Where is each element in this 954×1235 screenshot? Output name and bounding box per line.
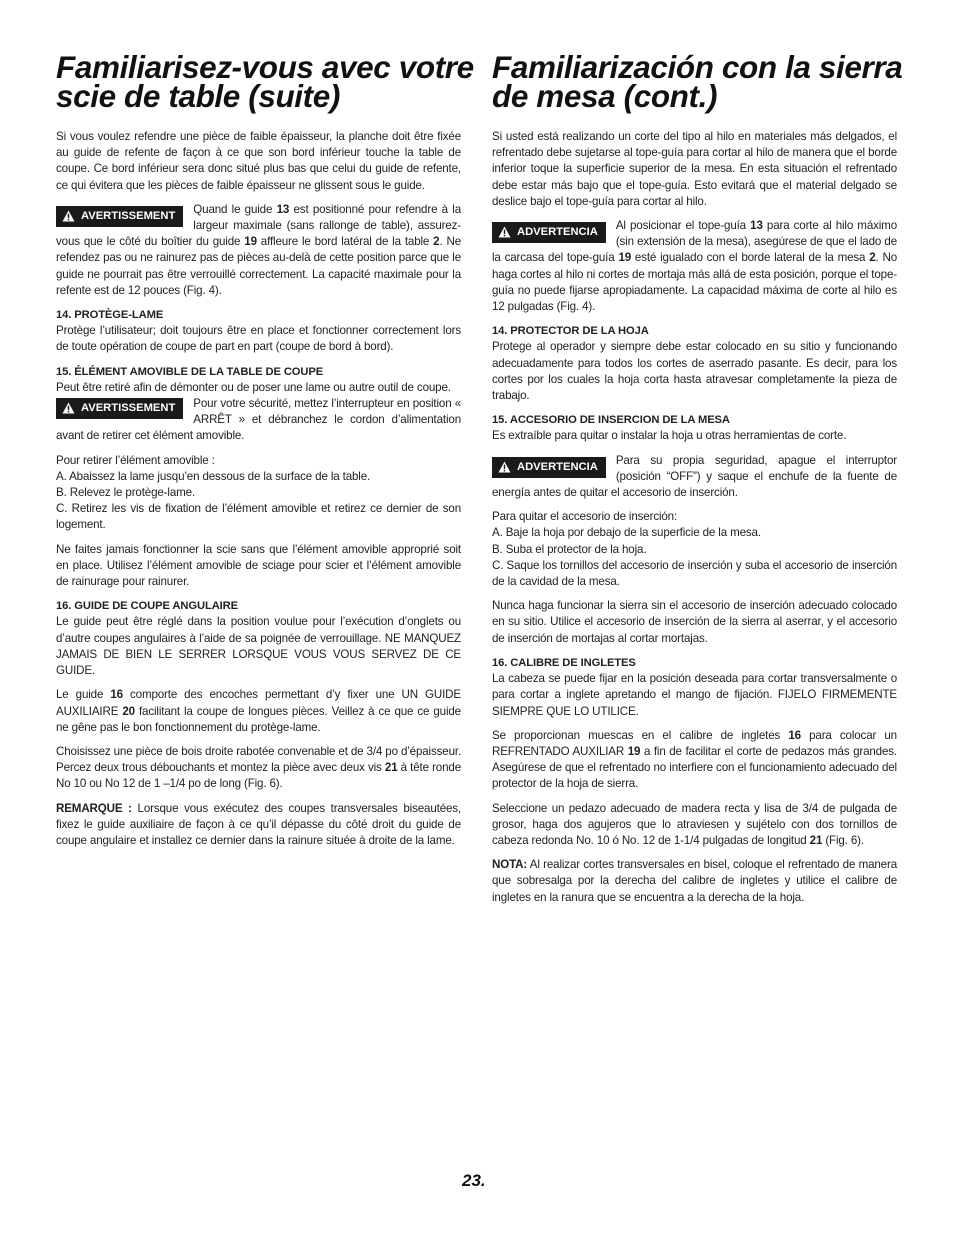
ref-number: 16 — [788, 728, 801, 742]
warning-label: AVERTISSEMENT — [81, 402, 176, 415]
ref-number: 19 — [618, 251, 632, 265]
spanish-body — [492, 129, 897, 914]
text-run: Le guide — [56, 688, 111, 702]
warning-badge — [492, 222, 606, 243]
ref-number: 21 — [809, 833, 823, 847]
warning-text: . Ne refendez pas ou ne rainurez pas de pièces au-delà de cette position parce que le guide ne pourrait pas être verrouillé correctement. La capacité maximale pour la refente est de 12 pouces (Fig. 4). — [56, 235, 461, 297]
warning-block — [56, 202, 461, 299]
section-16-paragraph-2 — [492, 728, 897, 793]
warning-text: para corte al hilo máximo (sin extensión de la mesa), asegúrese de que el lado de la carcasa del tope-guía — [492, 219, 897, 265]
list-item: C. Retirez les vis de fixation de l’élément amovible et retirez ce dernier de son logement. — [56, 502, 461, 532]
never-paragraph: Nunca haga funcionar la sierra sin el accesorio de inserción adecuado colocado en su sitio. Utilice el accesorio de inserción de la sierra al aserrar, y el accesorio de inserción de mortajas al cortar mortajas. — [492, 599, 897, 645]
section-14-text: Protege al operador y siempre debe estar colocado en su sitio y funcionando adecuadamente para todos los cortes de aserrado pasante. Es decir, para los cortes por los cuales la hoja corta hasta atravesar completamente la pieza de trabajo. — [492, 340, 897, 403]
remove-intro: Para quitar el accesorio de inserción: — [492, 510, 678, 524]
note-label: REMARQUE : — [56, 801, 132, 815]
warning-triangle-icon — [62, 402, 75, 414]
text-run: para colocar un REFRENTADO AUXILIAR — [492, 728, 897, 758]
section-16-text: La cabeza se puede fijar en la posición deseada para cortar transversalmente o para cortar a inglete apretando el mango de fijación. FIJELO FIRMEMENTE SIEMPRE QUE LO UTILICE. — [492, 672, 897, 718]
list-item: A. Baje la hoja por debajo de la superficie de la mesa. — [492, 526, 761, 540]
ref-number: 13 — [750, 219, 763, 233]
list-item: C. Saque los tornillos del accesorio de inserción y suba el accesorio de inserción de la cavidad de la mesa. — [492, 558, 897, 589]
section-heading-15: 15. ÉLÉMENT AMOVIBLE DE LA TABLE DE COUPE — [56, 365, 324, 378]
warning-text: affleure le bord latéral de la table — [256, 235, 434, 249]
warning-label: AVERTISSEMENT — [81, 209, 176, 222]
text-run: Se proporcionan muescas en el calibre de ingletes — [492, 728, 789, 742]
warning-text: . No haga cortes al hilo ni cortes de mortaja más allá de esta posición, porque el tope-guía no puede fijarse apropiadamente. La capacidad máxima de corte al hilo es 12 pulgadas (Fig. 4). — [492, 251, 897, 314]
text-run: à tête ronde No 10 ou No 12 de 1 –1/4 po de long (Fig. 6). — [56, 761, 462, 791]
ref-number: 2 — [433, 235, 440, 249]
ref-number: 19 — [244, 235, 257, 249]
section-heading-15: 15. ACCESORIO DE INSERCION DE LA MESA — [492, 414, 730, 427]
text-run: facilitant la coupe de longues pièces. Veillez à ce que ce guide ne gêne pas le bon fonctionnement du protège-lame. — [56, 704, 461, 734]
list-item: B. Suba el protector de la hoja. — [492, 542, 647, 556]
ref-number: 19 — [627, 744, 641, 758]
section-16-text: Le guide peut être réglé dans la position voulue pour l’exécution d’onglets ou d’autre coupes angulaires à l’aide de sa poignée de verrouillage. NE MANQUEZ JAMAIS DE BIEN LE SERRER LORSQUE VOUS VOUS SERVEZ DE CE GUIDE. — [56, 615, 461, 678]
section-14-text: Protège l’utilisateur; doit toujours être en place et fonctionner correctement lors de toute opération de coupe de part en part (coupe de bord à bord). — [56, 324, 461, 354]
section-heading-16: 16. GUIDE DE COUPE ANGULAIRE — [56, 600, 239, 613]
remove-intro: Pour retirer l’élément amovible : — [56, 453, 215, 467]
section-heading-14: 14. PROTECTOR DE LA HOJA — [492, 325, 649, 338]
list-item: A. Abaissez la lame jusqu’en dessous de la surface de la table. — [56, 469, 371, 483]
warning-triangle-icon — [62, 210, 75, 222]
warning-text: Pour votre sécurité, mettez l’interrupteur en position « ARRÊT » et débranchez le cordon d’alimentation avant de retirer cet élément amovible. — [56, 397, 461, 443]
text-run: a fin de facilitar el corte de pedazos más grandes. Asegúrese de que el refrentado no interfiere con el funcionamiento adecuado del protector de la hoja de sierra. — [492, 744, 897, 791]
warning-block — [492, 218, 897, 315]
ref-number: 2 — [869, 251, 876, 265]
ref-number: 13 — [276, 202, 290, 216]
page-number: 23. — [462, 1171, 486, 1190]
french-title: Familiarisez-vous avec votre scie de table (suite) — [56, 49, 474, 114]
warning-block — [56, 396, 461, 445]
text-run: comporte des encoches permettant d’y fixer une UN GUIDE AUXILIAIRE — [56, 688, 461, 718]
warning-block — [492, 453, 897, 502]
warning-triangle-icon — [498, 461, 511, 473]
warning-badge — [56, 398, 183, 419]
spanish-title: Familiarización con la sierra de mesa (cont.) — [492, 49, 903, 114]
section-15-text: Es extraíble para quitar o instalar la hoja u otras herramientas de corte. — [492, 429, 847, 443]
section-heading-16: 16. CALIBRE DE INGLETES — [492, 656, 636, 669]
intro-paragraph: Si vous voulez refendre une pièce de faible épaisseur, la planche doit être fixée au guide de refente de façon à ce que son bord inférieur touche la table de coupe. Ce bord inférieur sera donc situé plus bas que celui du guide de refente, ce qui évitera que les pièces de faible épaisseur ne glissent sous le guide. — [56, 130, 461, 192]
note-label: NOTA: — [492, 858, 528, 872]
warning-badge — [56, 206, 183, 227]
ref-number: 16 — [110, 688, 123, 702]
note-paragraph — [56, 801, 461, 850]
warning-text: esté igualado con el borde lateral de la mesa — [631, 251, 870, 265]
warning-text: est positionné pour refendre à la largeur maximale (sans rallonge de table), assurez-vous que le côté du boîtier du guide — [56, 202, 461, 249]
warning-label: ADVERTENCIA — [517, 460, 598, 473]
text-run: Choisissez une pièce de bois droite rabotée convenable et de 3/4 po d’épaisseur. Percez deux trous débouchants et montez la pièce avec deux vis — [56, 744, 462, 775]
warning-text: Al posicionar el tope-guía — [615, 219, 751, 233]
warning-text: Quand le guide — [193, 202, 277, 216]
note-paragraph — [492, 857, 897, 906]
ref-number: 20 — [122, 704, 135, 718]
warning-triangle-icon — [498, 226, 511, 238]
ref-number: 21 — [384, 761, 398, 775]
section-16-paragraph-3 — [56, 744, 461, 793]
intro-paragraph: Si usted está realizando un corte del tipo al hilo en materiales más delgados, el refrentado debe sujetarse al tope-guía para cortar al hilo de manera que el borde inferior toque la superficie superior de la mesa. En esta situación el refrentado debe estar más bajo que el tope-guía. Esto evitará que el material delgado se deslice bajo el tope-guía para cortar al hilo. — [492, 130, 897, 208]
french-body — [56, 129, 461, 857]
never-paragraph: Ne faites jamais fonctionner la scie sans que l’élément amovible approprié soit en place. Utilisez l’élément amovible de sciage pour scier et l’élément amovible de rainurage pour rainurer. — [56, 542, 461, 589]
section-16-paragraph-3 — [492, 801, 897, 850]
text-run: (Fig. 6). — [822, 833, 864, 847]
list-item: B. Relevez le protège-lame. — [56, 486, 196, 500]
section-15-text: Peut être retiré afin de démonter ou de poser une lame ou autre outil de coupe. — [56, 380, 451, 394]
warning-badge — [492, 457, 606, 478]
section-heading-14: 14. PROTÈGE-LAME — [56, 309, 164, 322]
warning-label: ADVERTENCIA — [517, 226, 598, 239]
note-text: Al realizar cortes transversales en bisel, coloque el refrentado de manera que sobresalga por la derecha del calibre de ingletes y utilice el calibre de ingletes en la ranura que se encuentra a la derecha de la hoja. — [492, 858, 897, 904]
section-16-paragraph-2 — [56, 687, 461, 736]
warning-text: Para su propia seguridad, apague el interruptor (posición “OFF”) y saque el enchufe de la fuente de energía antes de quitar el accesorio de inserción. — [492, 453, 897, 500]
text-run: Seleccione un pedazo adecuado de madera recta y lisa de 3/4 de pulgada de grosor, haga dos agujeros que lo atraviesen y sujételo con dos tornillos de cabeza redonda No. 10 ó No. 12 de 1-1/4 pulgadas de longitud — [492, 801, 897, 847]
note-text: Lorsque vous exécutez des coupes transversales biseautées, fixez le guide auxiliaire de façon à ce qu’il dépasse du côté droit du guide de coupe angulaire et installez ce dernier dans la rainure située à droite de la lame. — [56, 801, 462, 847]
